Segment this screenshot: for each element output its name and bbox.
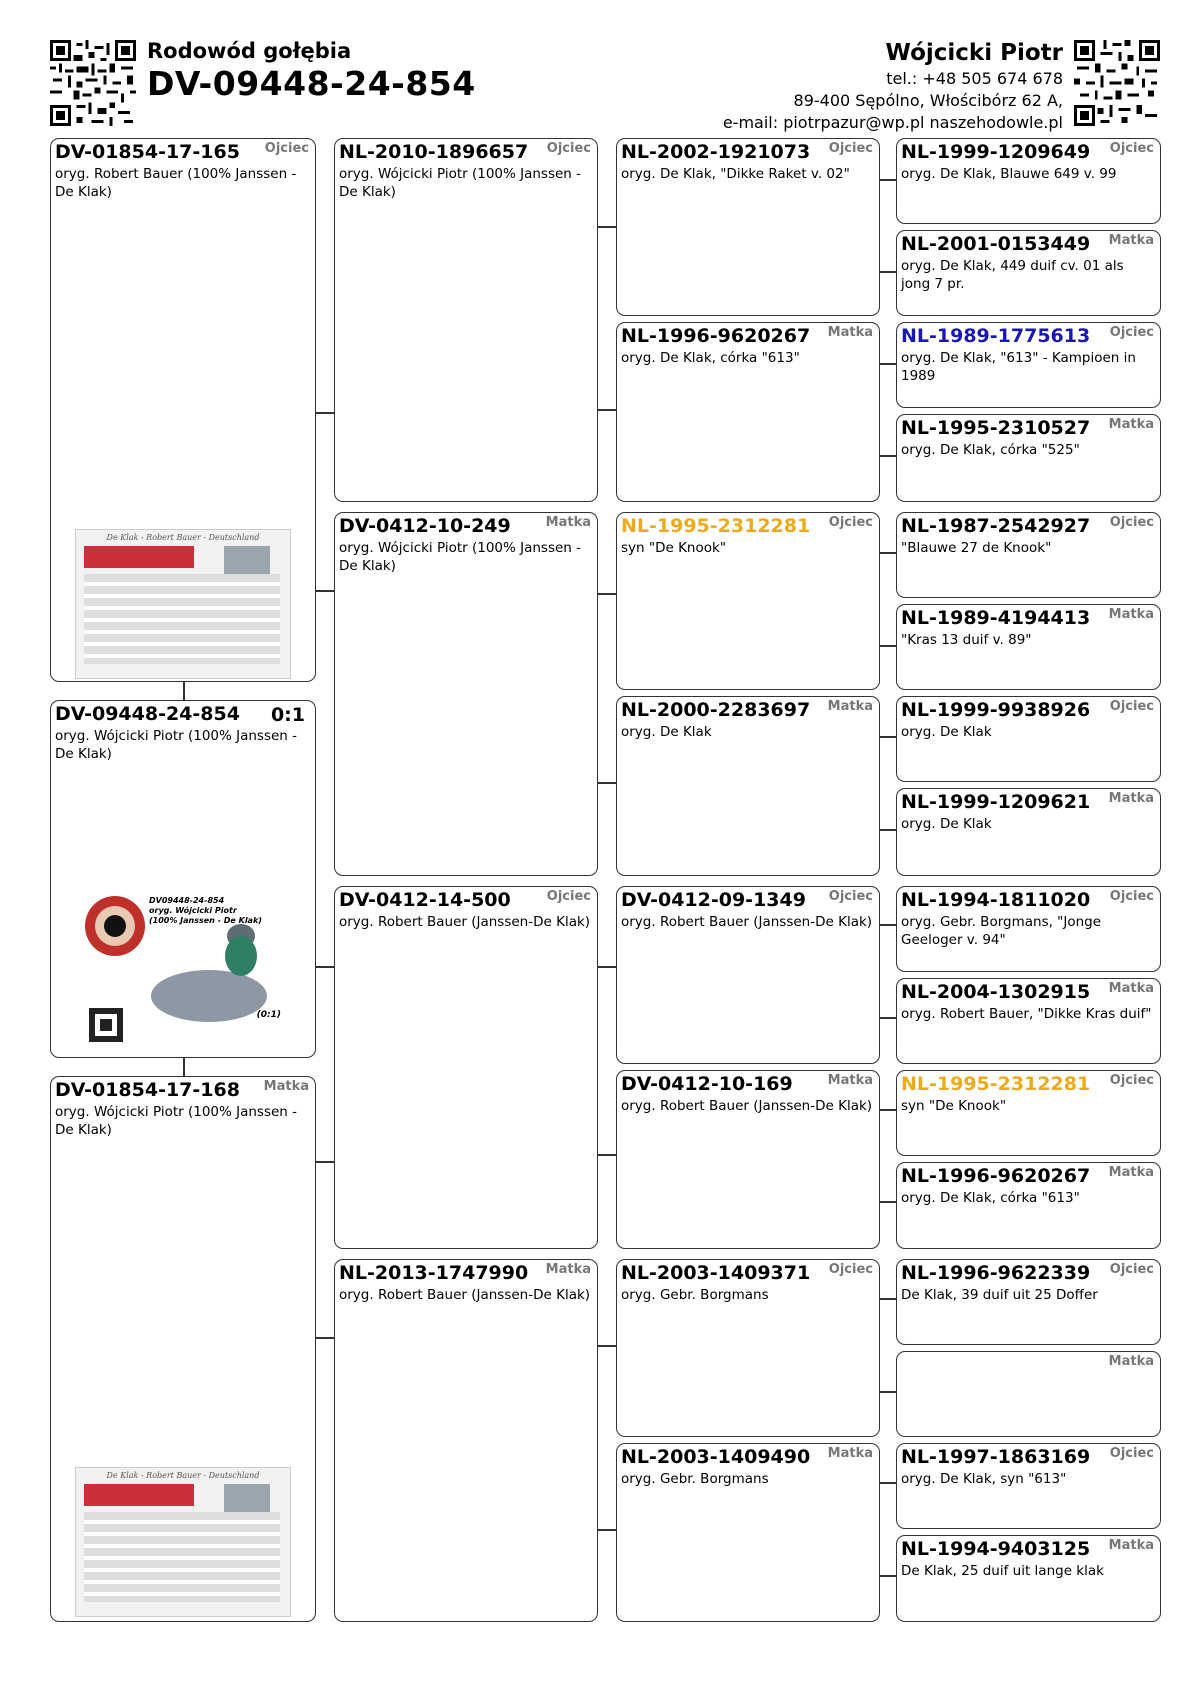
gen4-description: De Klak, 39 duif uit 25 Doffer [901, 1287, 1098, 1303]
gen4-ring: NL-1996-9620267 [901, 1165, 1091, 1187]
gen4-sex-label: Ojciec [1109, 889, 1154, 904]
gen2-sex-label: Matka [545, 1262, 591, 1277]
gen4-description: oryg. Robert Bauer, "Dikke Kras duif" [901, 1006, 1152, 1022]
photo-line1: oryg. Wójcicki Piotr [149, 906, 237, 915]
gen3-ring: NL-2002-1921073 [621, 141, 811, 163]
gen2-entry[interactable] [334, 512, 598, 876]
gen4-entry[interactable] [896, 696, 1161, 782]
gen4-sex-label: Ojciec [1109, 1446, 1154, 1461]
pedigree-subject[interactable] [50, 700, 316, 1058]
gen4-ring: NL-1994-1811020 [901, 889, 1091, 911]
gen3-ring: NL-2000-2283697 [621, 699, 811, 721]
gen2-ring: DV-0412-10-249 [339, 515, 511, 537]
pedigree-mother[interactable] [50, 1076, 316, 1622]
gen3-ring: NL-2003-1409490 [621, 1446, 811, 1468]
gen3-ring: NL-2003-1409371 [621, 1262, 811, 1284]
gen4-sex-label: Matka [1108, 233, 1154, 248]
gen3-description: oryg. Gebr. Borgmans [621, 1471, 769, 1487]
gen3-sex-label: Matka [827, 1073, 873, 1088]
subject-pigeon-photo [81, 896, 287, 1048]
gen2-ring: NL-2013-1747990 [339, 1262, 529, 1284]
gen3-sex-label: Matka [827, 325, 873, 340]
owner-name: Wójcicki Piotr [885, 40, 1063, 66]
qr-code-left [50, 40, 136, 126]
gen4-ring: NL-1987-2542927 [901, 515, 1091, 537]
gen3-description: oryg. Robert Bauer (Janssen-De Klak) [621, 914, 873, 930]
gen4-entry[interactable] [896, 1162, 1161, 1249]
gen4-description: oryg. De Klak, Blauwe 649 v. 99 [901, 166, 1117, 182]
gen4-entry[interactable] [896, 1443, 1161, 1529]
gen4-entry[interactable] [896, 978, 1161, 1064]
gen3-description: oryg. Gebr. Borgmans [621, 1287, 769, 1303]
gen4-entry[interactable] [896, 512, 1161, 598]
gen4-sex-label: Matka [1108, 981, 1154, 996]
gen3-entry[interactable] [616, 512, 880, 690]
gen2-description: oryg. Wójcicki Piotr (100% Janssen - De Klak) [339, 540, 582, 574]
gen4-entry[interactable] [896, 886, 1161, 972]
gen3-entry[interactable] [616, 1259, 880, 1437]
father-ring: DV-01854-17-165 [55, 141, 240, 163]
gen2-entry[interactable] [334, 138, 598, 502]
pedigree-father[interactable] [50, 138, 316, 682]
gen3-description: syn "De Knook" [621, 540, 727, 556]
gen4-entry[interactable] [896, 1535, 1161, 1622]
gen3-description: oryg. De Klak, córka "613" [621, 350, 800, 366]
owner-phone: tel.: +48 505 674 678 [886, 69, 1063, 88]
gen3-description: oryg. De Klak, "Dikke Raket v. 02" [621, 166, 850, 182]
gen2-sex-label: Matka [545, 515, 591, 530]
gen3-ring: NL-1996-9620267 [621, 325, 811, 347]
gen3-ring: NL-1995-2312281 [621, 515, 811, 537]
gen2-sex-label: Ojciec [546, 141, 591, 156]
gen3-sex-label: Matka [827, 699, 873, 714]
gen3-sex-label: Ojciec [828, 141, 873, 156]
gen3-ring: DV-0412-10-169 [621, 1073, 793, 1095]
mother-ring: DV-01854-17-168 [55, 1079, 240, 1101]
gen2-description: oryg. Robert Bauer (Janssen-De Klak) [339, 914, 591, 930]
photo-ring: DV09448-24-854 [149, 896, 225, 905]
gen3-description: oryg. De Klak [621, 724, 712, 740]
gen3-sex-label: Ojciec [828, 1262, 873, 1277]
gen3-entry[interactable] [616, 322, 880, 502]
gen4-ring: NL-1997-1863169 [901, 1446, 1091, 1468]
photo-line2: (100% Janssen - De Klak) [149, 916, 262, 925]
page-title: Rodowód gołębia [147, 39, 352, 63]
gen4-entry[interactable] [896, 1351, 1161, 1437]
owner-email: e-mail: piotrpazur@wp.pl naszehodowle.pl [722, 113, 1063, 132]
father-certificate-image [75, 529, 291, 679]
subject-ring: DV-09448-24-854 [55, 703, 240, 725]
gen4-ring: NL-1999-1209621 [901, 791, 1091, 813]
gen3-sex-label: Ojciec [828, 515, 873, 530]
gen4-description: oryg. De Klak [901, 724, 992, 740]
gen4-description: oryg. De Klak [901, 816, 992, 832]
gen4-description: oryg. De Klak, "613" - Kampioen in 1989 [901, 350, 1136, 384]
gen4-sex-label: Matka [1108, 1538, 1154, 1553]
gen4-entry[interactable] [896, 1070, 1161, 1156]
gen4-entry[interactable] [896, 230, 1161, 316]
certificate-caption: De Klak - Robert Bauer - Deutschland [106, 1471, 260, 1480]
photo-score: (0:1) [256, 1010, 281, 1020]
father-sex-label: Ojciec [264, 141, 309, 156]
gen4-description: oryg. De Klak, córka "613" [901, 1190, 1080, 1206]
gen4-description: syn "De Knook" [901, 1098, 1007, 1114]
gen4-sex-label: Ojciec [1109, 141, 1154, 156]
subject-description: oryg. Wójcicki Piotr (100% Janssen - De Klak) [55, 728, 298, 762]
gen3-entry[interactable] [616, 1070, 880, 1249]
gen4-sex-label: Matka [1108, 607, 1154, 622]
gen3-entry[interactable] [616, 1443, 880, 1622]
gen2-ring: DV-0412-14-500 [339, 889, 511, 911]
gen2-description: oryg. Wójcicki Piotr (100% Janssen - De Klak) [339, 166, 582, 200]
gen4-description: "Blauwe 27 de Knook" [901, 540, 1052, 556]
gen4-sex-label: Matka [1108, 791, 1154, 806]
subject-score: 0:1 [270, 704, 305, 726]
gen4-sex-label: Matka [1108, 417, 1154, 432]
gen3-sex-label: Matka [827, 1446, 873, 1461]
gen2-ring: NL-2010-1896657 [339, 141, 529, 163]
header-ring-number: DV-09448-24-854 [147, 64, 476, 103]
gen4-description: De Klak, 25 duif uit lange klak [901, 1563, 1104, 1579]
gen4-ring: NL-1989-4194413 [901, 607, 1091, 629]
gen4-sex-label: Ojciec [1109, 1073, 1154, 1088]
gen2-sex-label: Ojciec [546, 889, 591, 904]
gen4-sex-label: Ojciec [1109, 325, 1154, 340]
mother-description: oryg. Wójcicki Piotr (100% Janssen - De Klak) [55, 1104, 298, 1138]
owner-info [723, 38, 1063, 134]
gen4-ring: NL-1995-2310527 [901, 417, 1091, 439]
gen4-entry[interactable] [896, 138, 1161, 224]
gen4-sex-label: Ojciec [1109, 1262, 1154, 1277]
gen4-ring: NL-2001-0153449 [901, 233, 1091, 255]
gen4-entry[interactable] [896, 414, 1161, 502]
gen4-description: oryg. De Klak, córka "525" [901, 442, 1080, 458]
gen4-description: oryg. Gebr. Borgmans, "Jonge Geeloger v. 94" [901, 914, 1102, 948]
gen4-sex-label: Ojciec [1109, 515, 1154, 530]
gen2-entry[interactable] [334, 1259, 598, 1622]
gen4-sex-label: Matka [1108, 1165, 1154, 1180]
mother-sex-label: Matka [263, 1079, 309, 1094]
gen4-description: oryg. De Klak, syn "613" [901, 1471, 1067, 1487]
gen4-entry[interactable] [896, 1259, 1161, 1345]
gen4-ring: NL-2004-1302915 [901, 981, 1091, 1003]
father-description: oryg. Robert Bauer (100% Janssen - De Klak) [55, 166, 297, 200]
owner-address: 89-400 Sępólno, Włościbórz 62 A, [793, 91, 1063, 110]
gen3-entry[interactable] [616, 886, 880, 1064]
gen2-description: oryg. Robert Bauer (Janssen-De Klak) [339, 1287, 591, 1303]
mother-certificate-image [75, 1467, 291, 1617]
gen4-sex-label: Matka [1108, 1354, 1154, 1369]
certificate-caption: De Klak - Robert Bauer - Deutschland [106, 533, 260, 542]
gen4-ring: NL-1989-1775613 [901, 325, 1091, 347]
gen2-entry[interactable] [334, 886, 598, 1249]
gen4-ring: NL-1996-9622339 [901, 1262, 1091, 1284]
gen4-entry[interactable] [896, 788, 1161, 876]
qr-code-right [1074, 40, 1160, 126]
gen4-sex-label: Ojciec [1109, 699, 1154, 714]
gen3-entry[interactable] [616, 696, 880, 876]
gen3-ring: DV-0412-09-1349 [621, 889, 806, 911]
gen3-description: oryg. Robert Bauer (Janssen-De Klak) [621, 1098, 873, 1114]
gen4-ring: NL-1999-9938926 [901, 699, 1091, 721]
gen3-sex-label: Ojciec [828, 889, 873, 904]
header [147, 38, 476, 104]
gen4-description: oryg. De Klak, 449 duif cv. 01 als jong 7 pr. [901, 258, 1124, 292]
gen4-ring: NL-1994-9403125 [901, 1538, 1091, 1560]
gen4-ring: NL-1999-1209649 [901, 141, 1091, 163]
gen3-entry[interactable] [616, 138, 880, 316]
gen4-description: "Kras 13 duif v. 89" [901, 632, 1032, 648]
gen4-entry[interactable] [896, 322, 1161, 408]
gen4-entry[interactable] [896, 604, 1161, 690]
gen4-ring: NL-1995-2312281 [901, 1073, 1091, 1095]
